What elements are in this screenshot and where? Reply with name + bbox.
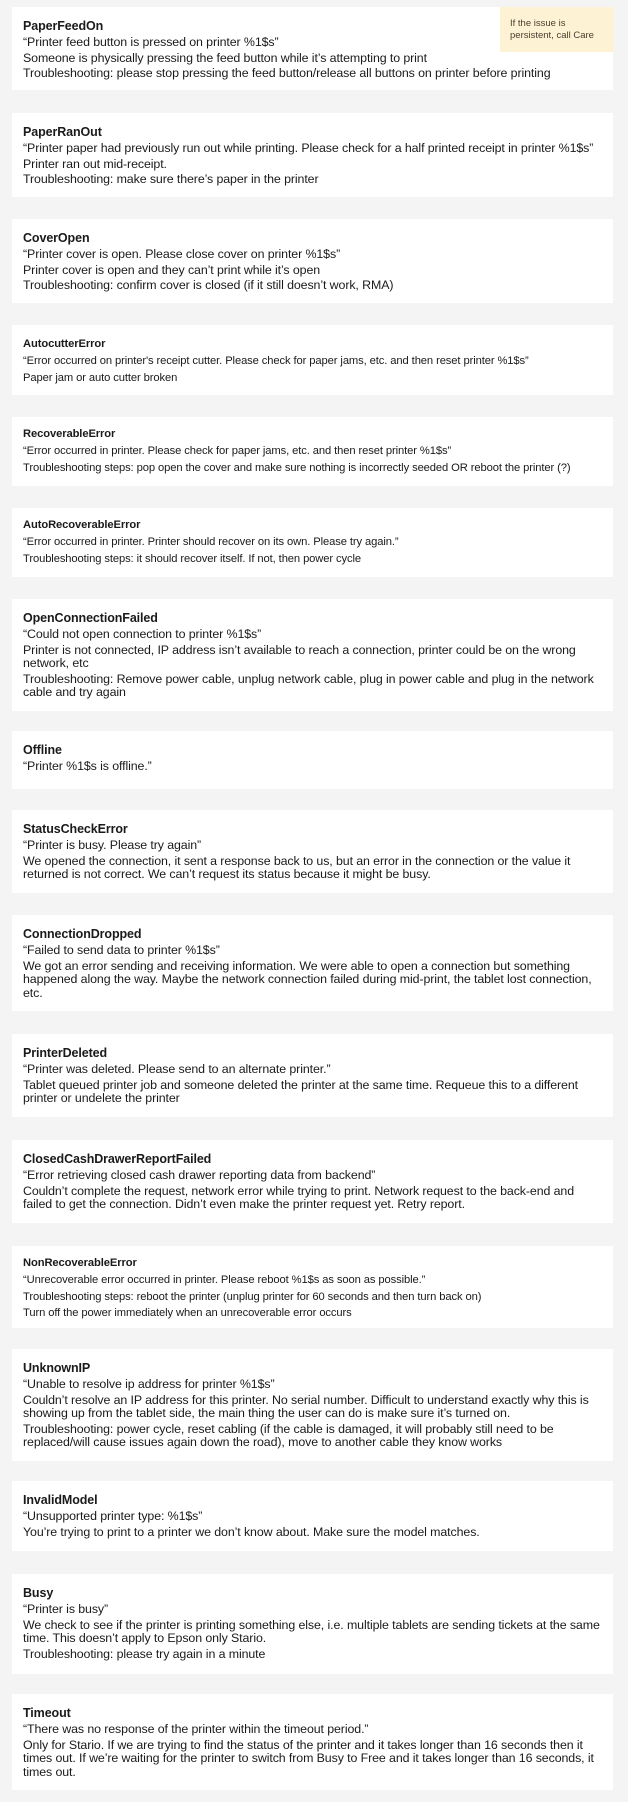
error-message: “Unsupported printer type: %1$s” [23, 1509, 203, 1523]
error-card-closed-cash-drawer-report-failed [12, 1140, 613, 1223]
error-card-offline [12, 731, 613, 789]
error-message: “Printer feed button is pressed on printer %1$s” [23, 35, 279, 49]
error-name: Timeout [23, 1706, 71, 1720]
error-troubleshooting: Troubleshooting steps: reboot the printer (unplug printer for 60 seconds and then turn back on) [23, 1290, 482, 1303]
error-troubleshooting: Troubleshooting: power cycle, reset cabling (if the cable is damaged, it will probably still need to be replaced/will cause issues again down the road), move to another cable they know works [23, 1421, 554, 1449]
error-card-cover-open [12, 219, 613, 303]
error-name: NonRecoverableError [23, 1257, 137, 1269]
error-troubleshooting: Troubleshooting: please try again in a minute [23, 1646, 266, 1661]
error-name: AutoRecoverableError [23, 519, 141, 531]
error-troubleshooting: Troubleshooting: please stop pressing the feed button/release all buttons on printer before printing [23, 66, 551, 80]
error-description: Turn off the power immediately when an unrecoverable error occurs [23, 1307, 352, 1319]
error-troubleshooting: Troubleshooting steps: pop open the cover and make sure nothing is incorrectly seeded OR reboot the printer (?) [23, 461, 571, 474]
error-message: “Printer was deleted. Please send to an alternate printer.” [23, 1062, 331, 1076]
error-description: Printer ran out mid-receipt. [23, 156, 167, 171]
error-name: UnknownIP [23, 1361, 91, 1375]
error-name: ConnectionDropped [23, 927, 142, 941]
error-troubleshooting: Troubleshooting: Remove power cable, unplug network cable, plug in power cable and plug in the network cable and try again [23, 671, 594, 699]
error-message: “Error occurred in printer. Printer should recover on its own. Please try again.” [23, 536, 399, 548]
error-troubleshooting: Troubleshooting: make sure there’s paper in the printer [23, 172, 319, 186]
sticky-note: If the issue is persistent, call Care [500, 7, 613, 52]
error-card-auto-recoverable-error [12, 508, 613, 577]
error-description: Couldn’t resolve an IP address for this printer. No serial number. Difficult to understand exactly why this is showing up from the tablet side, the main thing the user can do is make sure it’s turned on. [23, 1392, 589, 1420]
error-name: CoverOpen [23, 231, 90, 245]
error-message: “Printer cover is open. Please close cover on printer %1$s” [23, 247, 341, 261]
error-message: “Unable to resolve ip address for printer %1$s” [23, 1377, 275, 1391]
error-card-printer-deleted [12, 1034, 613, 1117]
error-name: AutocutterError [23, 338, 106, 350]
error-message: “Printer is busy” [23, 1602, 109, 1616]
error-description: Printer is not connected, IP address isn’t available to reach a connection, printer could be on the wrong network, etc [23, 642, 576, 670]
error-message: “There was no response of the printer within the timeout period.” [23, 1722, 369, 1736]
error-message: “Failed to send data to printer %1$s” [23, 943, 220, 957]
error-name: ClosedCashDrawerReportFailed [23, 1152, 212, 1166]
error-card-busy [12, 1574, 613, 1674]
error-message: “Printer %1$s is offline.” [23, 759, 152, 773]
error-description: We opened the connection, it sent a response back to us, but an error in the connection or the value it returned is not correct. We can’t request its status because it might be busy. [23, 853, 571, 881]
error-card-paper-ran-out [12, 113, 613, 197]
error-description: Someone is physically pressing the feed button while it’s attempting to print [23, 50, 427, 65]
error-description: Printer cover is open and they can’t print while it’s open [23, 262, 321, 277]
error-card-autocutter-error [12, 325, 613, 395]
error-card-status-check-error [12, 810, 613, 893]
error-description: Paper jam or auto cutter broken [23, 371, 178, 384]
error-troubleshooting: Troubleshooting: confirm cover is closed (if it still doesn’t work, RMA) [23, 278, 394, 292]
error-card-non-recoverable-error [12, 1246, 613, 1328]
error-description: We got an error sending and receiving information. We were able to open a connection but something happened along the way. Maybe the network connection failed during mid-print, the tablet lost connection, etc. [23, 958, 592, 1000]
error-message: “Printer paper had previously run out while printing. Please check for a half printed receipt in printer %1$s” [23, 141, 594, 155]
error-card-invalid-model [12, 1481, 613, 1551]
error-name: PaperRanOut [23, 125, 102, 139]
error-description: We check to see if the printer is printing something else, i.e. multiple tablets are sending tickets at the same time. This doesn’t apply to Epson only Stario. [23, 1617, 600, 1645]
error-message: “Error retrieving closed cash drawer reporting data from backend” [23, 1168, 376, 1182]
error-name: Offline [23, 743, 62, 757]
error-troubleshooting: Troubleshooting steps: it should recover itself. If not, then power cycle [23, 552, 362, 565]
error-card-connection-dropped [12, 915, 613, 1011]
error-description: Only for Stario. If we are trying to find the status of the printer and it takes longer than 16 seconds then it times out. If we’re waiting for the printer to switch from Busy to Free and it takes longer than 16 seconds, it times out. [23, 1737, 594, 1779]
error-card-open-connection-failed [12, 599, 613, 711]
error-name: Busy [23, 1586, 54, 1600]
error-description: Couldn’t complete the request, network error while trying to print. Network request to the back-end and failed to get the connection. Didn’t even make the printer request yet. Retry report. [23, 1183, 575, 1211]
error-name: OpenConnectionFailed [23, 611, 158, 625]
error-message: “Printer is busy. Please try again” [23, 838, 202, 852]
error-card-unknown-ip [12, 1349, 613, 1461]
error-name: RecoverableError [23, 428, 116, 440]
error-message: “Error occurred in printer. Please check for paper jams, etc. and then reset printer %1$s” [23, 445, 452, 457]
error-message: “Unrecoverable error occurred in printer. Please reboot %1$s as soon as possible.” [23, 1274, 426, 1286]
error-card-timeout [12, 1694, 613, 1790]
error-name: PaperFeedOn [23, 19, 104, 33]
error-description: You’re trying to print to a printer we don’t know about. Make sure the model matches. [23, 1524, 480, 1539]
error-name: InvalidModel [23, 1493, 98, 1507]
error-description: Tablet queued printer job and someone deleted the printer at the same time. Requeue this to a different printer or undelete the printer [23, 1077, 578, 1105]
error-message: “Error occurred on printer's receipt cutter. Please check for paper jams, etc. and then reset printer %1$s” [23, 355, 529, 367]
error-message: “Could not open connection to printer %1$s” [23, 627, 262, 641]
error-name: PrinterDeleted [23, 1046, 108, 1060]
error-card-recoverable-error [12, 417, 613, 486]
error-name: StatusCheckError [23, 822, 128, 836]
